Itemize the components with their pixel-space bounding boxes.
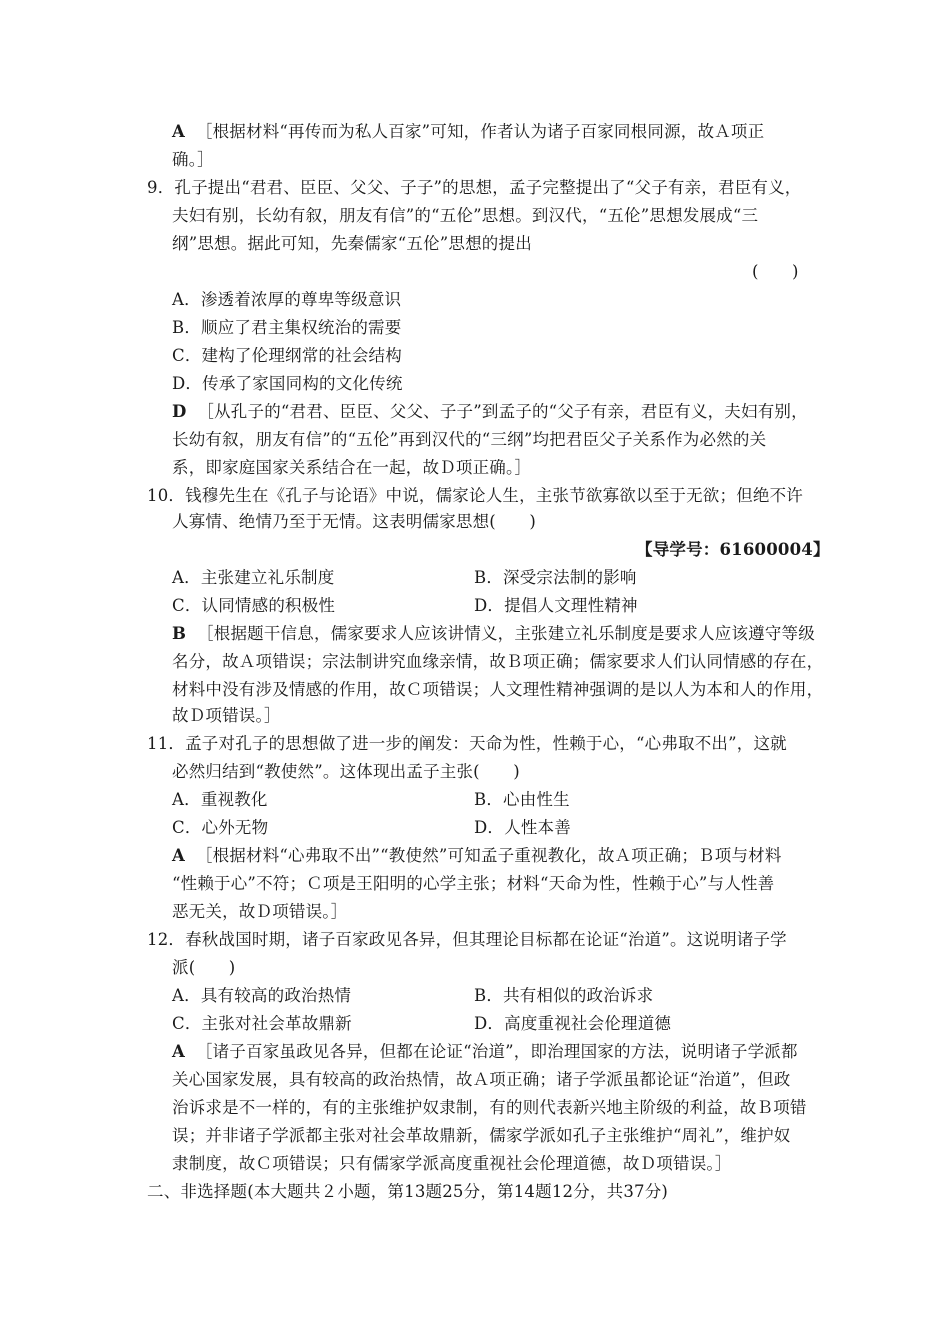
q9-stem-line-3: 纲”思想。据此可知，先秦儒家“五伦”思想的提出 bbox=[172, 234, 532, 253]
q9-analysis-line-1: D ［从孔子的“君君、臣臣、父父、子子”到孟子的“父子有亲，君臣有义，夫妇有别， bbox=[172, 402, 808, 421]
q12-stem-line-2: 派( ) bbox=[172, 958, 236, 977]
q12-option-a: A．具有较高的政治热情 bbox=[172, 986, 352, 1005]
q10-option-d: D．提倡人文理性精神 bbox=[474, 596, 638, 615]
q12-option-b: B．共有相似的政治诉求 bbox=[474, 986, 654, 1005]
q11-option-a: A．重视教化 bbox=[172, 790, 268, 809]
q8-analysis-line-2: 确。］ bbox=[172, 150, 214, 169]
q12-analysis-line-5: 隶制度，故Ｃ项错误；只有儒家学派高度重视社会伦理道德，故Ｄ项错误。］ bbox=[172, 1154, 732, 1173]
q9-option-c: C．建构了伦理纲常的社会结构 bbox=[172, 346, 402, 365]
q9-option-d: D．传承了家国同构的文化传统 bbox=[172, 374, 403, 393]
q11-answer-letter: A bbox=[172, 846, 186, 865]
q10-stem-line-1: 10．钱穆先生在《孔子与论语》中说，儒家论人生，主张节欲寡欲以至于无欲；但绝不许 bbox=[147, 486, 803, 505]
q9-option-b: B．顺应了君主集权统治的需要 bbox=[172, 318, 402, 337]
q12-analysis-line-3: 治诉求是不一样的，有的主张维护奴隶制，有的则代表新兴地主阶级的利益，故Ｂ项错 bbox=[172, 1098, 807, 1117]
q11-stem-line-1: 11．孟子对孔子的思想做了进一步的阐发：天命为性，性赖于心，“心弗取不出”，这就 bbox=[147, 734, 787, 753]
q12-answer-letter: A bbox=[172, 1042, 186, 1061]
q10-option-b: B．深受宗法制的影响 bbox=[474, 568, 637, 587]
q11-stem-line-2: 必然归结到“教使然”。这体现出孟子主张( ) bbox=[172, 762, 520, 781]
q12-stem-line-1: 12．春秋战国时期，诸子百家政见各异，但其理论目标都在论证“治道”。这说明诸子学 bbox=[147, 930, 787, 949]
q10-option-a: A．主张建立礼乐制度 bbox=[172, 568, 335, 587]
q11-analysis-line-3: 恶无关，故Ｄ项错误。］ bbox=[172, 902, 348, 921]
q12-analysis-line-1: A ［诸子百家虽政见各异，但都在论证“治道”，即治理国家的方法，说明诸子学派都 bbox=[172, 1042, 798, 1061]
q9-analysis-line-3: 系，即家庭国家关系结合在一起，故Ｄ项正确。］ bbox=[172, 458, 532, 477]
q10-stem-line-2: 人寡情、绝情乃至于无情。这表明儒家思想( ) bbox=[172, 512, 536, 531]
q12-option-c: C．主张对社会革故鼎新 bbox=[172, 1014, 352, 1033]
q10-guide-number: 【导学号：61600004】 bbox=[636, 540, 830, 559]
q10-analysis-line-1: B ［根据题干信息，儒家要求人应该讲情义，主张建立礼乐制度是要求人应该遵守等级 bbox=[172, 624, 815, 643]
q9-stem-line-1: 9．孔子提出“君君、臣臣、父父、子子”的思想，孟子完整提出了“父子有亲，君臣有义， bbox=[147, 178, 802, 197]
q10-option-c: C．认同情感的积极性 bbox=[172, 596, 336, 615]
q11-option-b: B．心由性生 bbox=[474, 790, 570, 809]
q9-option-a: A．渗透着浓厚的尊卑等级意识 bbox=[172, 290, 402, 309]
q10-answer-letter: B bbox=[172, 624, 187, 643]
q10-analysis-line-3: 材料中没有涉及情感的作用，故Ｃ项错误；人文理性精神强调的是以人为本和人的作用， bbox=[172, 680, 824, 699]
q9-stem-line-2: 夫妇有别，长幼有叙，朋友有信”的“五伦”思想。到汉代，“五伦”思想发展成“三 bbox=[172, 206, 759, 225]
q8-answer-letter: A bbox=[172, 122, 186, 141]
q9-answer-letter: D bbox=[172, 402, 187, 421]
q8-analysis-line-1: A ［根据材料“再传而为私人百家”可知，作者认为诸子百家同根同源，故Ａ项正 bbox=[172, 122, 765, 141]
q11-option-c: C．心外无物 bbox=[172, 818, 269, 837]
section-2-heading: 二、非选择题(本大题共２小题，第13题25分，第14题12分，共37分) bbox=[147, 1182, 669, 1201]
q12-analysis-line-4: 误；并非诸子学派都主张对社会革故鼎新，儒家学派如孔子主张维护“周礼”，维护奴 bbox=[172, 1126, 791, 1145]
q11-option-d: D．人性本善 bbox=[474, 818, 571, 837]
q12-analysis-line-2: 关心国家发展，具有较高的政治热情，故Ａ项正确；诸子学派虽都论证“治道”，但政 bbox=[172, 1070, 791, 1089]
q10-analysis-line-2: 名分，故Ａ项错误；宗法制讲究血缘亲情，故Ｂ项正确；儒家要求人们认同情感的存在， bbox=[172, 652, 824, 671]
q12-option-d: D．高度重视社会伦理道德 bbox=[474, 1014, 672, 1033]
q11-analysis-line-1: A ［根据材料“心弗取不出”“教使然”可知孟子重视教化，故Ａ项正确；Ｂ项与材料 bbox=[172, 846, 782, 865]
q10-analysis-line-4: 故Ｄ项错误。］ bbox=[172, 706, 281, 725]
q11-analysis-line-2: “性赖于心”不符；Ｃ项是王阳明的心学主张；材料“天命为性，性赖于心”与人性善 bbox=[172, 874, 775, 893]
q9-analysis-line-2: 长幼有叙，朋友有信”的“五伦”再到汉代的“三纲”均把君臣父子关系作为必然的关 bbox=[172, 430, 767, 449]
q9-answer-bracket: ( ) bbox=[752, 262, 799, 281]
